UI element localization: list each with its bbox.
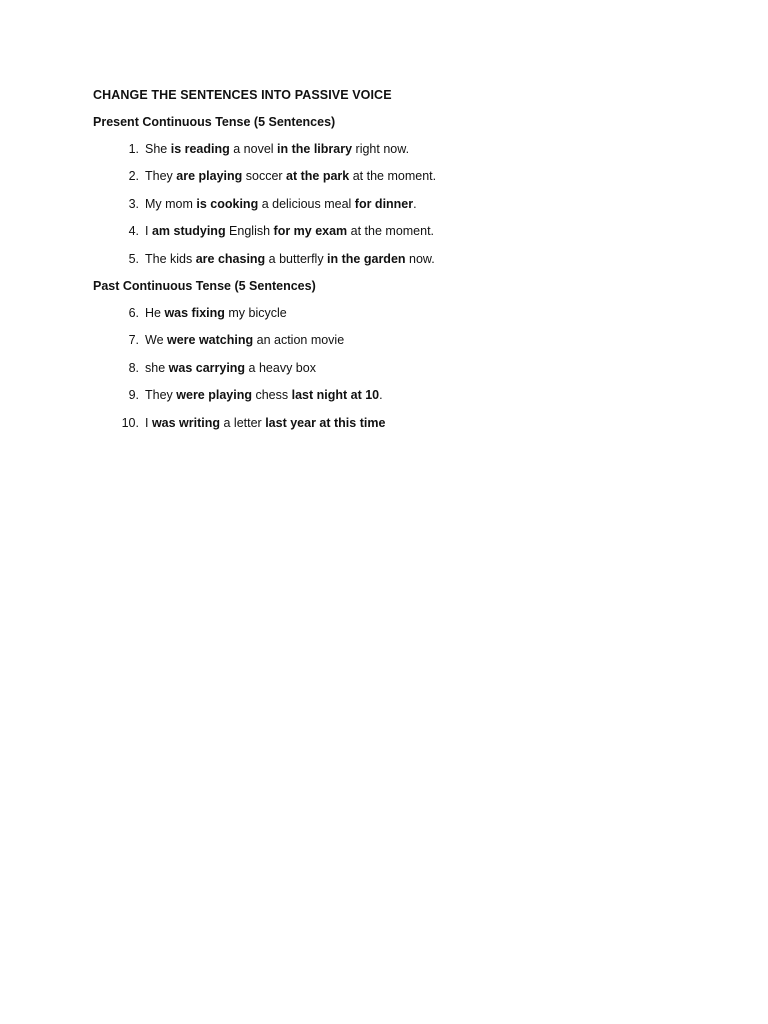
list-item-number-text: 5. [128,251,139,266]
sentence-bold-phrase: last night at 10 [291,388,380,403]
list-item-number [93,250,139,268]
sentence-bold-phrase: is reading [170,142,230,156]
sentence-text: she [145,360,169,375]
list-item-number-text: 6. [128,305,139,320]
sentence-text: a butterfly [265,251,328,266]
list-item [93,359,693,377]
list-item-number [93,304,139,322]
list-item-number-text: 8. [128,360,139,375]
list-item-number-text: 1. [128,142,139,156]
list-item-number [93,167,139,185]
sentence-bold-phrase: are playing [176,169,243,184]
list-item-number [93,331,139,349]
sentence-list-past-continuous [93,304,693,432]
page-title: CHANGE THE SENTENCES INTO PASSIVE VOICE [93,88,392,102]
list-item-number [93,414,139,432]
sentence-list-present-continuous [93,140,693,268]
sentence-bold-phrase: was carrying [168,360,246,375]
list-item [93,304,693,322]
sentence-text: . [379,388,383,403]
sentence-bold-phrase: are chasing [195,251,266,266]
sentence-text: an action movie [253,333,345,348]
sentence-text: My mom [145,196,197,211]
list-item-sentence [145,359,316,377]
list-item-sentence [145,386,383,404]
list-item [93,250,693,268]
sentence-text: She [145,142,171,156]
sentence-text: The kids [145,251,196,266]
list-item [93,331,693,349]
sentence-bold-phrase: was writing [151,415,221,430]
sentence-text: right now. [352,142,410,156]
list-item-number [93,195,139,213]
sentence-text: a heavy box [245,360,316,375]
section-heading-present-continuous: Present Continuous Tense (5 Sentences) [93,115,336,129]
list-item-number [93,222,139,240]
list-item [93,140,693,158]
list-item [93,414,693,432]
sentence-text: now. [405,251,435,266]
sentence-text: at the moment. [347,224,435,239]
list-item-number-text: 10. [121,415,139,430]
list-item-number-text: 2. [128,169,139,184]
sentence-text: at the moment. [349,169,437,184]
list-item-number [93,386,139,404]
sentence-text: I [145,415,152,430]
list-item-sentence [145,222,434,240]
sentence-bold-phrase: was fixing [164,305,225,320]
sentence-bold-phrase: at the park [286,169,350,184]
sentence-text: We [145,333,167,348]
sentence-text: chess [252,388,292,403]
sentence-text: They [145,388,177,403]
sentence-text: English [225,224,274,239]
list-item-sentence [145,167,436,185]
sentence-text: . [413,196,417,211]
list-item [93,167,693,185]
list-item-number-text: 7. [128,333,139,348]
list-item-number [93,140,139,158]
sentence-text: my bicycle [224,305,287,320]
list-item-sentence [145,414,385,432]
sentence-bold-phrase: am studying [151,224,226,239]
sentence-bold-phrase: were watching [167,333,254,348]
sentence-text: a delicious meal [258,196,355,211]
list-item-number [93,359,139,377]
list-item-number-text: 3. [128,196,139,211]
sentence-bold-phrase: were playing [176,388,252,403]
sentence-text: He [145,305,165,320]
sentence-bold-phrase: for my exam [273,224,348,239]
sentence-text: They [145,169,177,184]
list-item-number-text: 4. [128,224,139,239]
sentence-bold-phrase: in the library [277,142,353,156]
sentence-bold-phrase: last year at this time [265,415,386,430]
document-content [93,86,693,441]
sentence-bold-phrase: in the garden [327,251,406,266]
list-item-sentence [145,331,344,349]
section-heading-past-continuous: Past Continuous Tense (5 Sentences) [93,278,316,293]
list-item-sentence [145,140,409,158]
list-item [93,386,693,404]
list-item-sentence [145,250,435,268]
list-item-sentence [145,195,417,213]
list-item [93,222,693,240]
sentence-text: soccer [242,169,287,184]
sentence-text: I [145,224,152,239]
sentence-text: a letter [220,415,266,430]
list-item-number-text: 9. [128,388,139,403]
list-item-sentence [145,304,287,322]
sentence-bold-phrase: for dinner [354,196,414,211]
sentence-text: a novel [229,142,278,156]
list-item [93,195,693,213]
sentence-bold-phrase: is cooking [196,196,259,211]
